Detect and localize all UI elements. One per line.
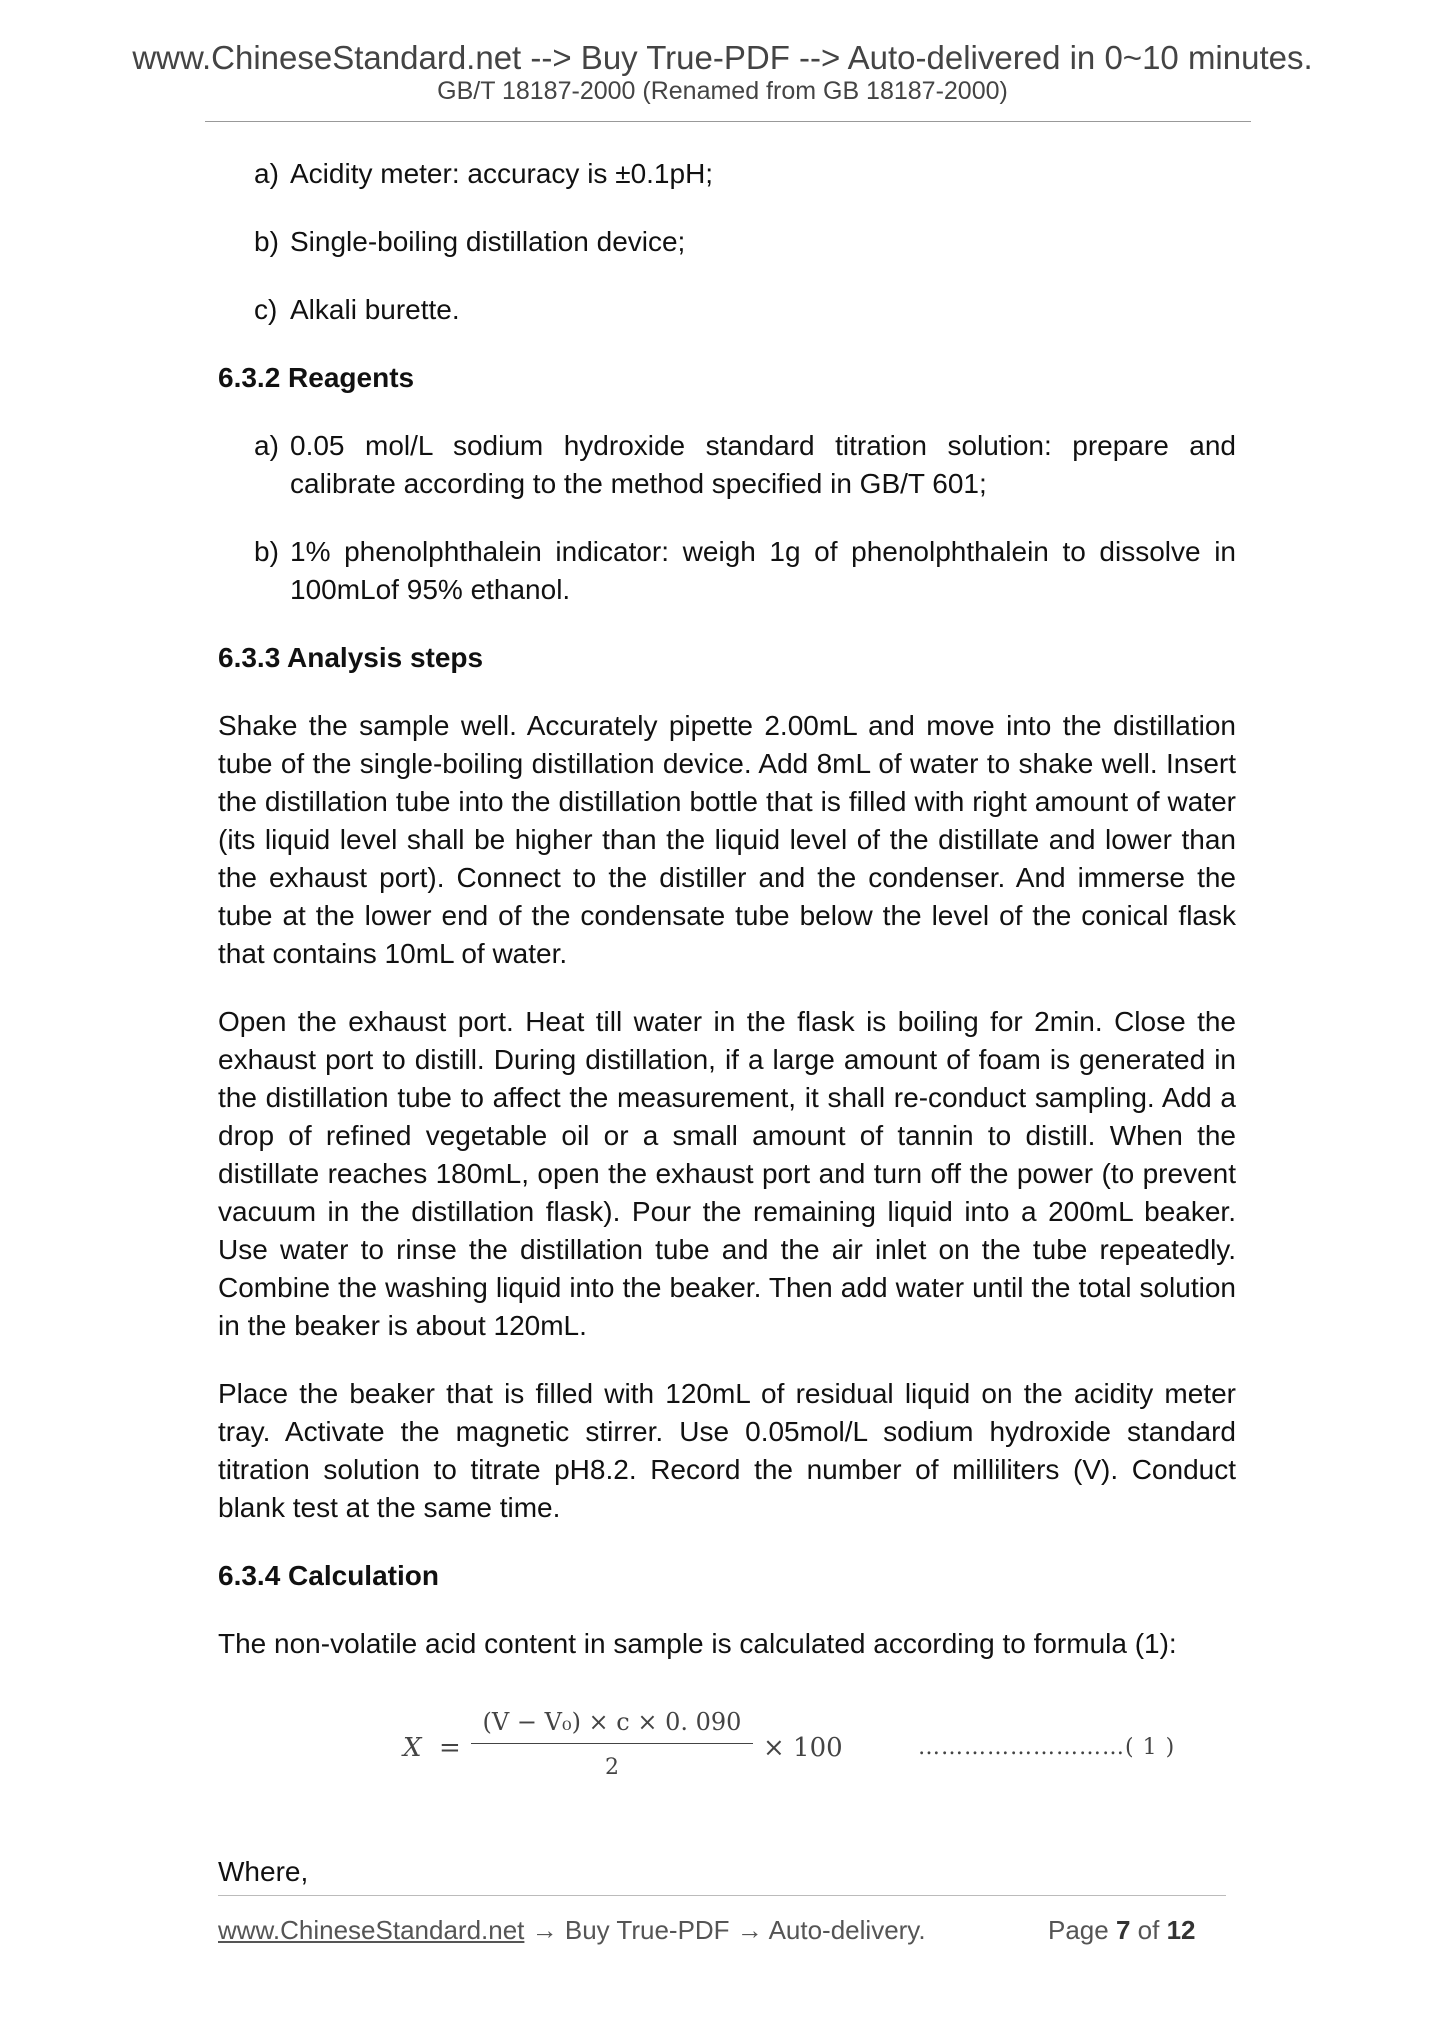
section-heading-calculation: 6.3.4 Calculation — [218, 1560, 439, 1591]
header-standard-title: GB/T 18187-2000 (Renamed from GB 18187-2000) — [437, 77, 1008, 105]
header-site-banner: www.ChineseStandard.net --> Buy True-PDF --> Auto-delivered in 0~10 minutes. — [132, 39, 1313, 76]
page-word: Page — [1048, 1915, 1109, 1945]
page-indicator — [1048, 1915, 1196, 1946]
list-text: 0.05 mol/L sodium hydroxide standard titration solution: prepare and calibrate according to the method specified in GB/T 601; — [290, 430, 1236, 499]
footer-promo — [218, 1915, 926, 1946]
document-body — [218, 155, 1236, 1921]
formula-equals: = — [439, 1733, 461, 1763]
list-label: a) — [254, 158, 279, 189]
formula-leader-dots: ……………………… — [918, 1735, 1125, 1760]
analysis-paragraph: Shake the sample well. Accurately pipette 2.00mL and move into the distillation tube of the single-boiling distillation device. Add 8mL of water to shake well. Insert the distillation tube into the distillation bottle that is filled with right amount of water (its liquid level shall be higher than the liquid level of the distillate and lower than the exhaust port). Connect to the distiller and the condenser. And immerse the tube at the lower end of the condensate tube below the level of the conical flask that contains 10mL of water. — [218, 710, 1236, 969]
list-label: b) — [254, 226, 279, 257]
section-heading-analysis: 6.3.3 Analysis steps — [218, 642, 484, 673]
page-current: 7 — [1115, 1915, 1131, 1945]
list-label: a) — [254, 430, 279, 461]
list-text: 1% phenolphthalein indicator: weigh 1g of phenolphthalein to dissolve in 100mLof 95% ethanol. — [290, 536, 1236, 605]
list-label: b) — [254, 536, 279, 567]
reagent-item — [254, 427, 1236, 503]
calculation-intro: The non-volatile acid content in sample is calculated according to formula (1): — [218, 1628, 1177, 1659]
list-text: Single-boiling distillation device; — [290, 226, 686, 257]
analysis-paragraph: Open the exhaust port. Heat till water in the flask is boiling for 2min. Close the exhaust port to distill. During distillation, if a large amount of foam is generated in the distillation tube to affect the measurement, it shall re-conduct sampling. Add a drop of refined vegetable oil or a small amount of tannin to distill. When the distillate reaches 180mL, open the exhaust port and turn off the power (to prevent vacuum in the distillation flask). Pour the remaining liquid into a 200mL beaker. Use water to rinse the distillation tube and the air inlet on the tube repeatedly. Combine the washing liquid into the beaker. Then add water until the total solution in the beaker is about 120mL. — [218, 1006, 1236, 1341]
formula-multiplier: × 100 — [763, 1733, 843, 1763]
apparatus-item — [254, 291, 1236, 329]
apparatus-item — [254, 223, 1236, 261]
analysis-paragraph: Place the beaker that is filled with 120mL of residual liquid on the acidity meter tray. Activate the magnetic stirrer. Use 0.05mol/L sodium hydroxide standard titration solution to titrate pH8.2. Record the number of milliliters (V). Conduct blank test at the same time. — [218, 1378, 1236, 1523]
formula-numerator: (V − V₀) × c × 0. 090 — [482, 1708, 742, 1736]
footer-divider — [218, 1895, 1226, 1896]
header-divider — [205, 121, 1251, 122]
list-text: Alkali burette. — [290, 294, 460, 325]
formula-number-label: ( 1 ) — [1125, 1735, 1176, 1760]
apparatus-item — [254, 155, 1236, 193]
footer-site-link[interactable]: www.ChineseStandard.net — [218, 1915, 525, 1945]
of-word: of — [1137, 1915, 1160, 1945]
formula — [403, 1703, 843, 1793]
list-text: Acidity meter: accuracy is ±0.1pH; — [290, 158, 714, 189]
footer-tagline: → Buy True-PDF → Auto-delivery. — [524, 1915, 926, 1945]
formula-lhs: X — [403, 1733, 422, 1763]
reagent-item — [254, 533, 1236, 609]
formula-denominator: 2 — [605, 1755, 619, 1780]
formula-block — [218, 1693, 1236, 1813]
section-heading-reagents: 6.3.2 Reagents — [218, 362, 415, 393]
fraction-bar — [471, 1743, 753, 1744]
page-total: 12 — [1166, 1915, 1196, 1945]
list-label: c) — [254, 294, 278, 325]
where-label: Where, — [218, 1856, 309, 1887]
formula-number — [918, 1729, 1175, 1767]
